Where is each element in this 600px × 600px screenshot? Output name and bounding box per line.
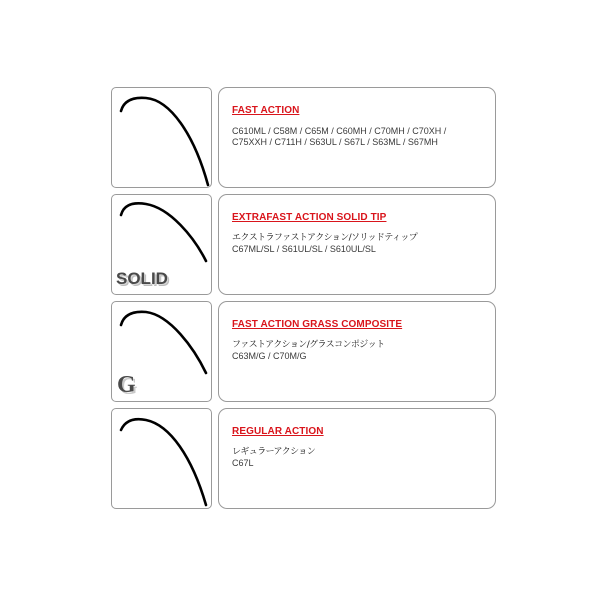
rod-bend-curve-icon bbox=[112, 88, 212, 188]
action-row-extrafast-solid bbox=[111, 194, 496, 295]
action-title: REGULAR ACTION bbox=[232, 426, 324, 437]
action-info-card bbox=[218, 87, 496, 188]
action-info-card bbox=[218, 408, 496, 509]
action-models: C63M/G / C70M/G bbox=[232, 351, 307, 361]
action-info-card bbox=[218, 301, 496, 402]
action-row-regular bbox=[111, 408, 496, 509]
action-thumbnail bbox=[111, 301, 212, 402]
action-models: C67L bbox=[232, 458, 254, 468]
action-title: EXTRAFAST ACTION SOLID TIP bbox=[232, 212, 387, 223]
action-japanese-name: レギュラーアクション bbox=[232, 447, 316, 457]
action-title: FAST ACTION bbox=[232, 105, 300, 116]
action-thumbnail bbox=[111, 87, 212, 188]
solid-badge: SOLID bbox=[116, 269, 168, 288]
action-title: FAST ACTION GRASS COMPOSITE bbox=[232, 319, 403, 330]
glass-badge: G bbox=[117, 372, 136, 398]
action-japanese-name: エクストラファストアクション/ソリッドティップ bbox=[232, 233, 418, 243]
action-models: C610ML / C58M / C65M / C60MH / C70MH / C70XH / C75XXH / C711H / S63UL / S67L / S63ML / S67MH bbox=[232, 126, 447, 147]
action-japanese-name: ファストアクション/グラスコンポジット bbox=[232, 340, 385, 350]
action-thumbnail bbox=[111, 194, 212, 295]
rod-bend-curve-icon bbox=[112, 409, 212, 509]
action-thumbnail bbox=[111, 408, 212, 509]
action-row-fast bbox=[111, 87, 496, 188]
action-info-card bbox=[218, 194, 496, 295]
action-models: C67ML/SL / S61UL/SL / S610UL/SL bbox=[232, 244, 376, 254]
action-row-fast-glass bbox=[111, 301, 496, 402]
